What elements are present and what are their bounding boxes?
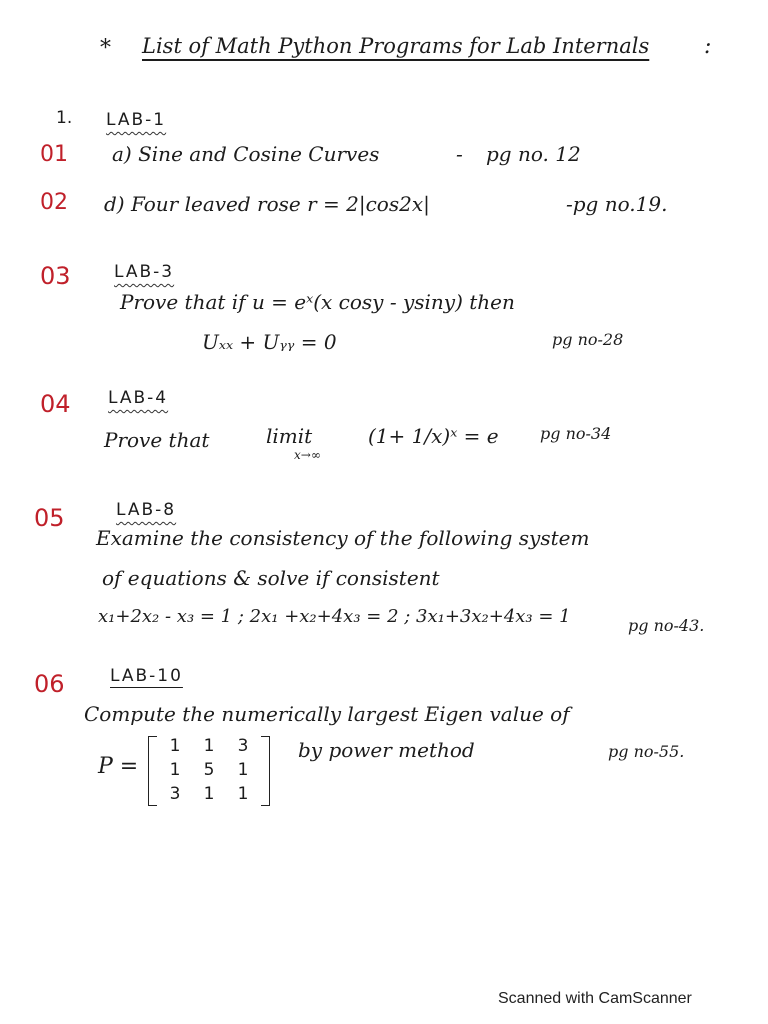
item-6-red-number: 06 xyxy=(34,670,65,698)
item-5-lab-heading: LAB-8 xyxy=(116,500,177,520)
matrix-cell: 1 xyxy=(237,760,249,780)
item-3-lab-heading: LAB-3 xyxy=(114,262,175,282)
matrix-cell: 3 xyxy=(237,736,249,756)
matrix-p xyxy=(148,736,270,806)
matrix-cell: 1 xyxy=(203,784,215,804)
item-5-page: pg no-43. xyxy=(628,616,705,635)
item-6-text-line1: Compute the numerically largest Eigen value of xyxy=(84,702,570,726)
title-colon: : xyxy=(704,34,712,59)
matrix-cell: 1 xyxy=(169,760,181,780)
item-2-page: -pg no.19. xyxy=(566,192,668,216)
item-1-text: a) Sine and Cosine Curves xyxy=(112,142,380,166)
item-1-dash: - xyxy=(456,142,463,166)
matrix-cell: 1 xyxy=(237,784,249,804)
item-4-page: pg no-34 xyxy=(540,424,612,443)
camscanner-watermark: Scanned with CamScanner xyxy=(498,990,692,1007)
item-5-text-line1: Examine the consistency of the following system xyxy=(96,526,590,550)
item-6-matrix-label: P = xyxy=(98,754,139,779)
item-4-red-number: 04 xyxy=(40,390,71,418)
item-3-text-line1: Prove that if u = eˣ(x cosy - ysiny) then xyxy=(120,290,515,314)
item-6-page: pg no-55. xyxy=(608,742,685,761)
matrix-right-bracket xyxy=(261,736,270,806)
item-6-text-line2: by power method xyxy=(298,738,475,762)
page-title: List of Math Python Programs for Lab Internals xyxy=(142,34,650,58)
matrix-left-bracket xyxy=(148,736,157,806)
matrix-cell: 1 xyxy=(203,736,215,756)
item-4-limit-subscript: x→∞ xyxy=(294,448,321,462)
matrix-cell: 5 xyxy=(203,760,215,780)
item-3-page: pg no-28 xyxy=(552,330,624,349)
item-4-limit-word: limit xyxy=(266,424,313,448)
item-5-text-line2: of equations & solve if consistent xyxy=(102,566,440,590)
item-1-page: pg no. 12 xyxy=(486,142,581,166)
item-3-equation: Uₓₓ + Uᵧᵧ = 0 xyxy=(202,330,337,354)
item-4-lab-heading: LAB-4 xyxy=(108,388,169,408)
item-1-number: 1. xyxy=(56,108,73,128)
item-5-equations: x₁+2x₂ - x₃ = 1 ; 2x₁ +x₂+4x₃ = 2 ; 3x₁+3x₂+4x₃ = 1 xyxy=(98,606,571,627)
item-6-lab-heading: LAB-10 xyxy=(110,666,183,686)
item-2-text: d) Four leaved rose r = 2|cos2x| xyxy=(104,192,430,216)
item-4-text: Prove that xyxy=(104,428,210,452)
item-2-red-number: 02 xyxy=(40,190,68,215)
matrix-cell: 1 xyxy=(169,736,181,756)
matrix-cell: 3 xyxy=(169,784,181,804)
item-5-red-number: 05 xyxy=(34,504,65,532)
item-4-limit-expression: (1+ 1/x)ˣ = e xyxy=(368,424,499,448)
item-1-lab-heading: LAB-1 xyxy=(106,110,167,130)
star-bullet: * xyxy=(100,36,111,61)
item-1-red-number: 01 xyxy=(40,142,68,167)
item-3-red-number: 03 xyxy=(40,262,71,290)
